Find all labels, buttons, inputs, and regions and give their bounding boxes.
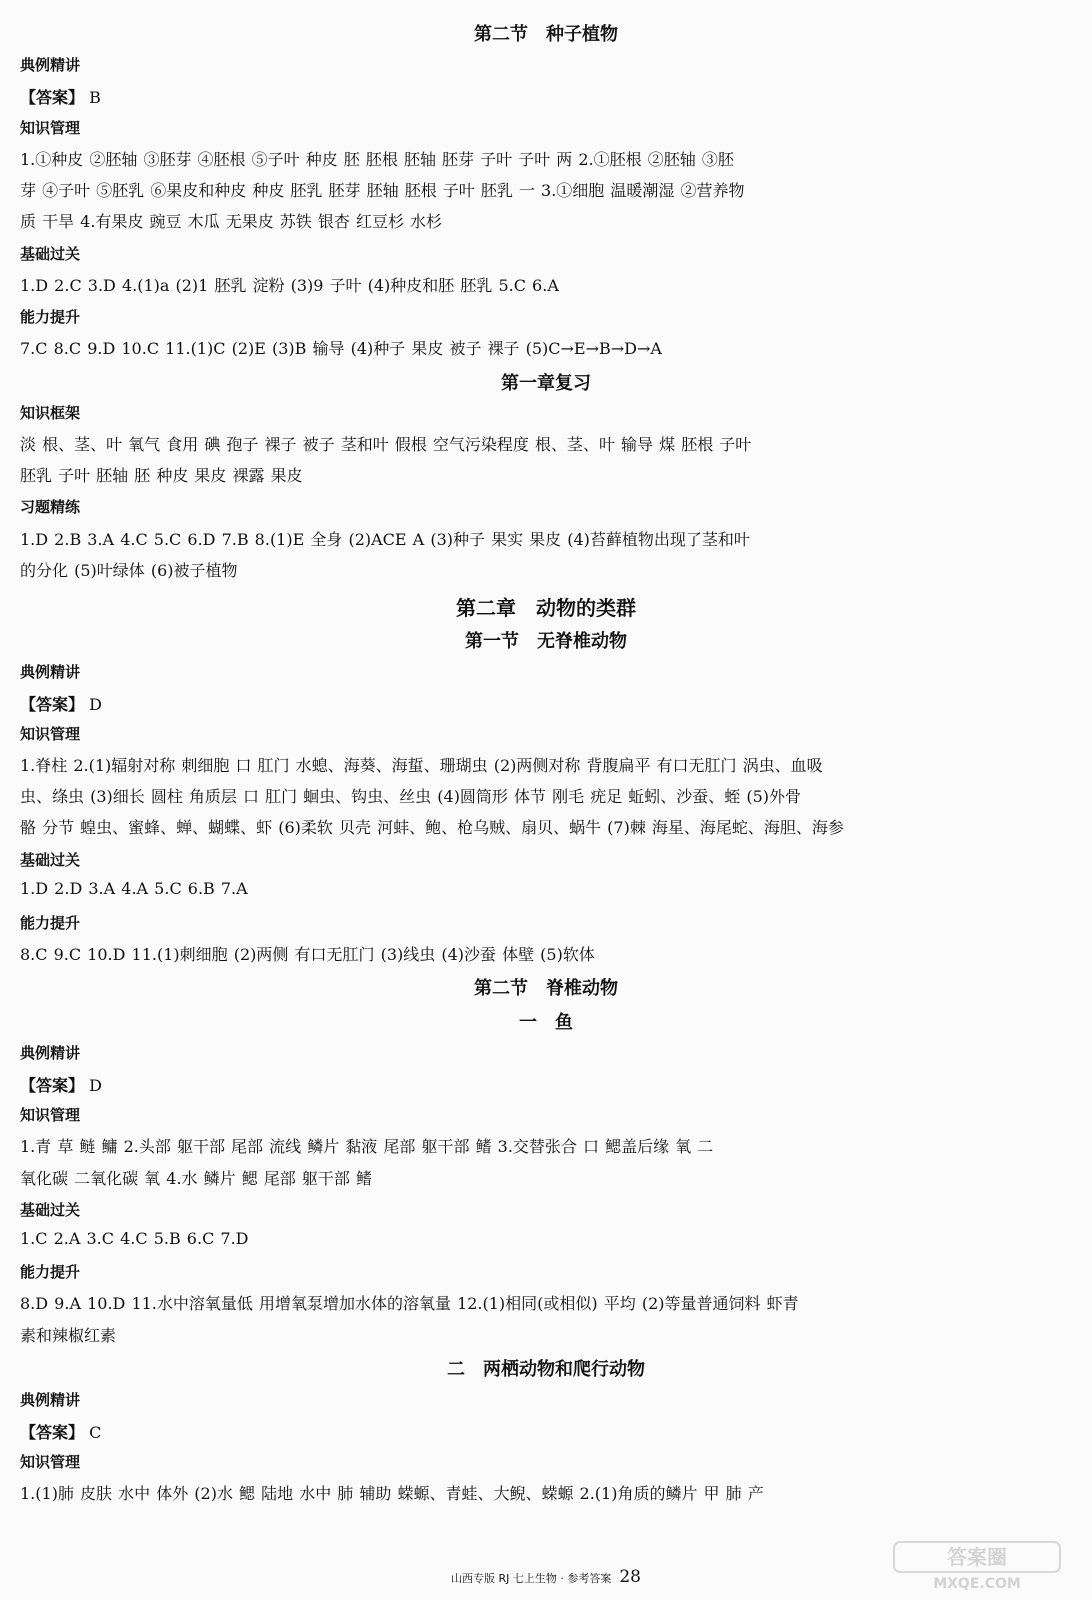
answer-label: 【答案】 [20, 1076, 85, 1095]
heading-ability: 能力提升 [20, 1263, 81, 1281]
subsection-title-fish: 一 鱼 [519, 1012, 573, 1033]
knowledge-line: 1.(1)肺 皮肤 水中 体外 (2)水 鳃 陆地 水中 肺 辅助 蝾螈、青蛙、大鲵、蝾螈 2.(1)角质的鳞片 甲 肺 产 [20, 1484, 764, 1503]
knowledge-line: 1.脊柱 2.(1)辐射对称 刺细胞 口 肛门 水螅、海葵、海蜇、珊瑚虫 (2)两侧对称 背腹扁平 有口无肛门 涡虫、血吸 [20, 756, 823, 775]
knowledge-line: 质 干旱 4.有果皮 豌豆 木瓜 无果皮 苏铁 银杏 红豆杉 水杉 [20, 212, 443, 231]
heading-practice: 习题精练 [20, 498, 81, 516]
practice-line: 1.D 2.B 3.A 4.C 5.C 6.D 7.B 8.(1)E 全身 (2)ACE A (3)种子 果实 果皮 (4)苔藓植物出现了茎和叶 [20, 530, 750, 549]
answer-line [20, 692, 1072, 715]
framework-line: 淡 根、茎、叶 氧气 食用 碘 孢子 裸子 被子 茎和叶 假根 空气污染程度 根、茎、叶 输导 煤 胚根 子叶 [20, 435, 752, 454]
heading-knowledge: 知识管理 [20, 1453, 81, 1471]
knowledge-line: 芽 ④子叶 ⑤胚乳 ⑥果皮和种皮 种皮 胚乳 胚芽 胚轴 胚根 子叶 胚乳 一 3.①细胞 温暖潮湿 ②营养物 [20, 181, 745, 200]
answer-value: D [89, 695, 102, 714]
framework-line: 胚乳 子叶 胚轴 胚 种皮 果皮 裸露 果皮 [20, 466, 303, 485]
section-title-invertebrates: 第一节 无脊椎动物 [465, 631, 627, 652]
heading-ability: 能力提升 [20, 308, 81, 326]
answer-line [20, 1420, 1072, 1443]
basic-answers: 1.D 2.C 3.D 4.(1)a (2)1 胚乳 淀粉 (3)9 子叶 (4)种皮和胚 胚乳 5.C 6.A [20, 276, 559, 295]
heading-example: 典例精讲 [20, 663, 81, 681]
svg-text:MXQE.COM: MXQE.COM [933, 1576, 1021, 1592]
heading-framework: 知识框架 [20, 404, 81, 422]
section-title-vertebrates: 第二节 脊椎动物 [474, 978, 618, 999]
heading-example: 典例精讲 [20, 1391, 81, 1409]
ability-answers: 7.C 8.C 9.D 10.C 11.(1)C (2)E (3)B 输导 (4)种子 果皮 被子 裸子 (5)C→E→B→D→A [20, 339, 662, 358]
chapter-title: 第二章 动物的类群 [456, 596, 636, 620]
heading-knowledge: 知识管理 [20, 1106, 81, 1124]
knowledge-line: 骼 分节 蝗虫、蜜蜂、蝉、蝴蝶、虾 (6)柔软 贝壳 河蚌、鲍、枪乌贼、扇贝、蜗牛 (7)棘 海星、海尾蛇、海胆、海参 [20, 818, 844, 837]
answer-line [20, 85, 1072, 108]
svg-text:答案圈: 答案圈 [947, 1545, 1007, 1569]
heading-example: 典例精讲 [20, 1044, 81, 1062]
watermark-logo [892, 1540, 1062, 1592]
basic-answers: 1.C 2.A 3.C 4.C 5.B 6.C 7.D [20, 1229, 249, 1248]
answer-label: 【答案】 [20, 1423, 85, 1442]
ability-answers: 8.D 9.A 10.D 11.水中溶氧量低 用增氧泵增加水体的溶氧量 12.(1)相同(或相似) 平均 (2)等量普通饲料 虾青 [20, 1294, 799, 1313]
ability-answers: 8.C 9.C 10.D 11.(1)刺细胞 (2)两侧 有口无肛门 (3)线虫 (4)沙蚕 体壁 (5)软体 [20, 945, 595, 964]
footer-text: 山西专版 RJ 七上生物 · 参考答案 [450, 1572, 612, 1585]
answer-line [20, 1073, 1072, 1096]
practice-line: 的分化 (5)叶绿体 (6)被子植物 [20, 561, 238, 580]
heading-knowledge: 知识管理 [20, 119, 81, 137]
heading-basic: 基础过关 [20, 851, 81, 869]
answer-value: B [89, 88, 101, 107]
heading-basic: 基础过关 [20, 245, 81, 263]
answer-value: C [89, 1423, 102, 1442]
subsection-title-amphibians: 二 两栖动物和爬行动物 [447, 1359, 645, 1380]
heading-knowledge: 知识管理 [20, 725, 81, 743]
answer-value: D [89, 1076, 102, 1095]
ability-answers: 素和辣椒红素 [20, 1326, 117, 1345]
page-number: 28 [619, 1567, 641, 1587]
basic-answers: 1.D 2.D 3.A 4.A 5.C 6.B 7.A [20, 879, 248, 898]
answer-label: 【答案】 [20, 88, 85, 107]
knowledge-line: 1.青 草 鲢 鳙 2.头部 躯干部 尾部 流线 鳞片 黏液 尾部 躯干部 鳍 3.交替张合 口 鳃盖后缘 氧 二 [20, 1137, 714, 1156]
knowledge-line: 虫、绦虫 (3)细长 圆柱 角质层 口 肛门 蛔虫、钩虫、丝虫 (4)圆筒形 体节 刚毛 疣足 蚯蚓、沙蚕、蛭 (5)外骨 [20, 787, 802, 806]
heading-example: 典例精讲 [20, 56, 81, 74]
heading-basic: 基础过关 [20, 1201, 81, 1219]
heading-ability: 能力提升 [20, 914, 81, 932]
knowledge-line: 氧化碳 二氧化碳 氧 4.水 鳞片 鳃 尾部 躯干部 鳍 [20, 1169, 372, 1188]
section-title-ch1-review: 第一章复习 [501, 373, 591, 394]
knowledge-line: 1.①种皮 ②胚轴 ③胚芽 ④胚根 ⑤子叶 种皮 胚 胚根 胚轴 胚芽 子叶 子叶 两 2.①胚根 ②胚轴 ③胚 [20, 150, 734, 169]
section-title-seed-plants: 第二节 种子植物 [474, 24, 618, 45]
answer-label: 【答案】 [20, 695, 85, 714]
